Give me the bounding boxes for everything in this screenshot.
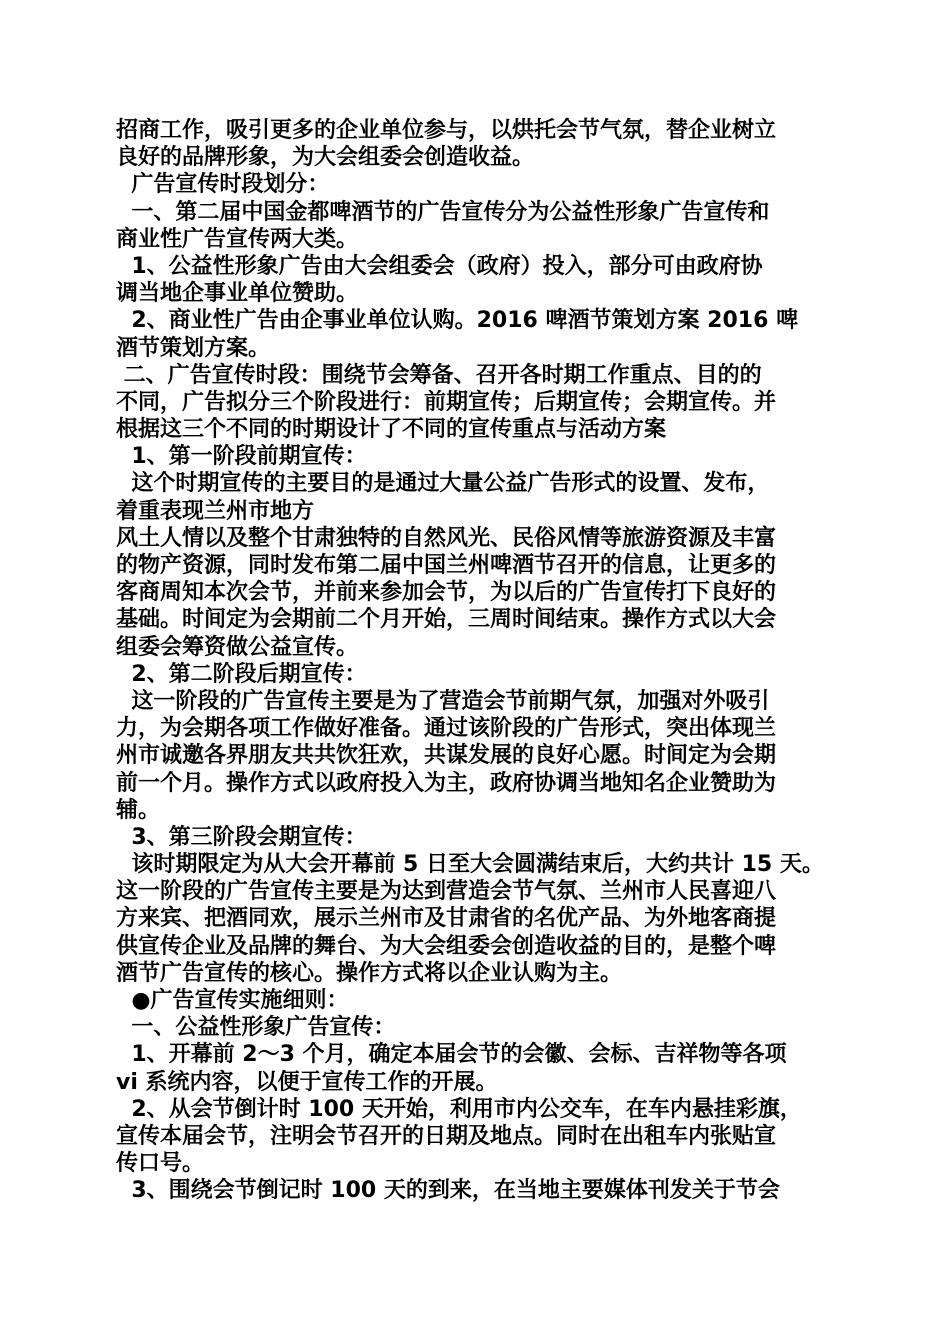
text-line: 力，为会期各项工作做好准备。通过该阶段的广告形式，突出体现兰 — [116, 716, 777, 742]
text-line: 2、从会节倒计时 100 天开始，利用市内公交车，在车内悬挂彩旗， — [116, 1096, 802, 1122]
text-line: 传口号。 — [116, 1151, 205, 1177]
text-line: 的物产资源，同时发布第二届中国兰州啤酒节召开的信息，让更多的 — [116, 553, 777, 578]
text-line: 宣传本届会节，注明会节召开的日期及地点。同时在出租车内张贴宣 — [116, 1123, 777, 1149]
section-heading: 1、第一阶段前期宣传： — [116, 444, 367, 470]
text-line: 组委会筹资做公益宣传。 — [116, 634, 359, 660]
text-line: 着重表现兰州市地方 — [116, 498, 315, 524]
text-line: 招商工作，吸引更多的企业单位参与，以烘托会节气氛，替企业树立 — [116, 118, 777, 143]
text-line: 州市诚邀各界朋友共共饮狂欢，共谋发展的良好心愿。时间定为会期 — [116, 743, 777, 769]
text-line: 这一阶段的广告宣传主要是为达到营造会节气氛、兰州市人民喜迎八 — [116, 879, 777, 905]
text-line: 方来宾、把酒同欢，展示兰州市及甘肃省的名优产品、为外地客商提 — [116, 906, 777, 932]
text-line: 根据这三个不同的时期设计了不同的宣传重点与活动方案 — [116, 417, 667, 443]
text-line: 风土人情以及整个甘肃独特的自然风光、民俗风情等旅游资源及丰富 — [116, 525, 777, 551]
text-line: 供宣传企业及品牌的舞台、为大会组委会创造收益的目的，是整个啤 — [116, 933, 777, 959]
section-heading: 广告宣传时段划分： — [116, 172, 330, 198]
text-line: 二、广告宣传时段：围绕节会筹备、召开各时期工作重点、目的的 — [116, 362, 762, 388]
text-line: 调当地企事业单位赞助。 — [116, 281, 359, 307]
text-line: 酒节广告宣传的核心。操作方式将以企业认购为主。 — [116, 960, 623, 986]
text-line: 商业性广告宣传两大类。 — [116, 226, 359, 252]
text-line: 3、围绕会节倒记时 100 天的到来，在当地主要媒体刊发关于节会 — [116, 1178, 780, 1204]
text-line: 这一阶段的广告宣传主要是为了营造会节前期气氛，加强对外吸引 — [116, 688, 770, 714]
text-line: 这个时期宣传的主要目的是通过大量公益广告形式的设置、发布， — [116, 471, 770, 497]
text-line: vi 系统内容，以便于宣传工作的开展。 — [116, 1069, 498, 1095]
text-line: 前一个月。操作方式以政府投入为主，政府协调当地知名企业赞助为 — [116, 770, 777, 796]
text-line: 酒节策划方案。 — [116, 335, 271, 361]
section-heading: 3、第三阶段会期宣传： — [116, 824, 367, 850]
document-body — [116, 117, 846, 1205]
text-line: 不同，广告拟分三个阶段进行：前期宣传；后期宣传；会期宣传。并 — [116, 389, 777, 415]
section-heading: ●广告宣传实施细则： — [116, 988, 349, 1013]
text-line: 该时期限定为从大会开幕前 5 日至大会圆满结束后，大约共计 15 天。 — [116, 852, 824, 878]
section-heading: 2、第二阶段后期宣传： — [116, 661, 367, 687]
text-line: 辅。 — [116, 797, 161, 823]
section-heading: 一、公益性形象广告宣传： — [116, 1015, 396, 1041]
text-line: 良好的品牌形象，为大会组委会创造收益。 — [116, 145, 535, 171]
text-line: 一、第二届中国金都啤酒节的广告宣传分为公益性形象广告宣传和 — [116, 199, 770, 225]
text-line: 1、开幕前 2～3 个月，确定本届会节的会徽、会标、吉祥物等各项 — [116, 1042, 787, 1068]
text-line: 2、商业性广告由企事业单位认购。2016 啤酒节策划方案 2016 啤 — [116, 308, 799, 334]
text-line: 客商周知本次会节，并前来参加会节，为以后的广告宣传打下良好的 — [116, 580, 777, 606]
text-line: 1、公益性形象广告由大会组委会（政府）投入，部分可由政府协 — [116, 253, 763, 279]
text-line: 基础。时间定为会期前二个月开始，三周时间结束。操作方式以大会 — [116, 607, 777, 633]
